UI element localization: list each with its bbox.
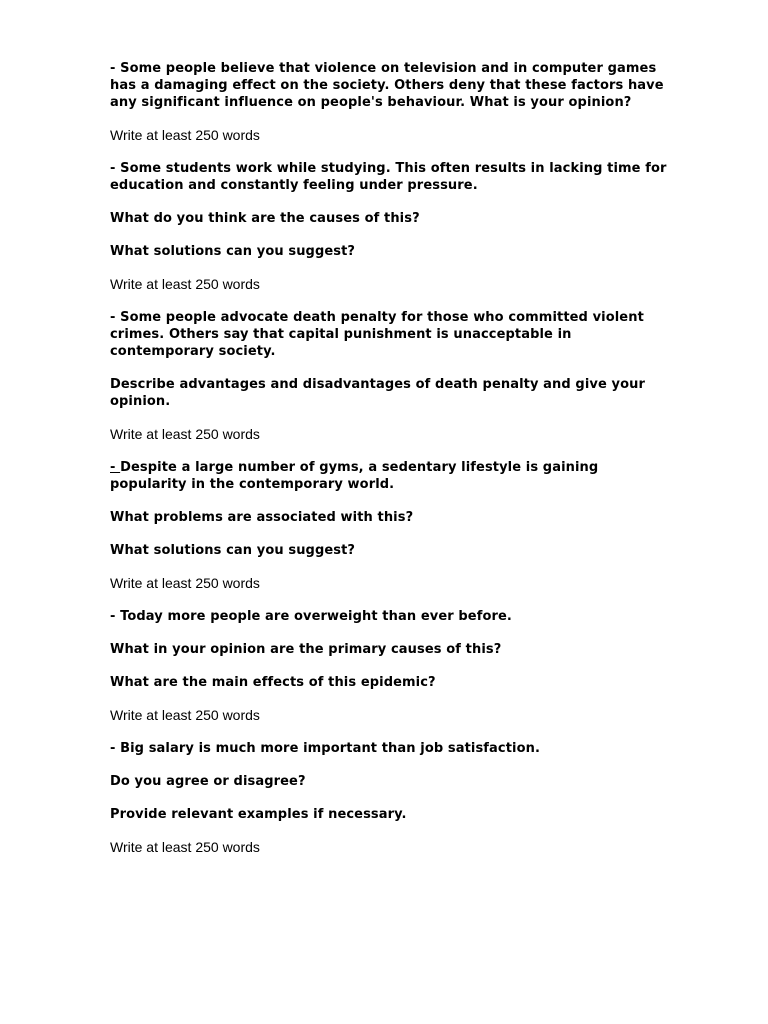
task-6-question-2: Provide relevant examples if necessary. (110, 807, 407, 822)
task-4-instruction: Write at least 250 words (110, 575, 260, 591)
task-4-prompt (110, 459, 670, 493)
task-3-prompt: - Some people advocate death penalty for those who committed violent crimes. Others say that capital punishment is unacceptable in contemporary society. (110, 310, 644, 359)
task-4-dash: - (110, 460, 121, 475)
task-5-instruction: Write at least 250 words (110, 707, 260, 723)
task-2-prompt: - Some students work while studying. This often results in lacking time for education and constantly feeling under pressure. (110, 161, 667, 193)
task-5-question-1: What in your opinion are the primary causes of this? (110, 642, 502, 657)
task-3-instruction: Write at least 250 words (110, 426, 260, 442)
task-6-question-1: Do you agree or disagree? (110, 774, 306, 789)
task-1-prompt: - Some people believe that violence on television and in computer games has a damaging effect on the society. Others deny that these factors have any significant influence on people's behaviour. What is your opinion? (110, 61, 664, 110)
task-1-instruction: Write at least 250 words (110, 127, 260, 143)
document-page (110, 60, 670, 872)
task-2-question-2: What solutions can you suggest? (110, 244, 356, 259)
task-2-question-1: What do you think are the causes of this? (110, 211, 420, 226)
task-4-prompt-text: Despite a large number of gyms, a sedentary lifestyle is gaining popularity in the contemporary world. (110, 460, 599, 492)
task-6-instruction: Write at least 250 words (110, 839, 260, 855)
task-3-question-1: Describe advantages and disadvantages of death penalty and give your opinion. (110, 377, 645, 409)
task-5-prompt: - Today more people are overweight than ever before. (110, 609, 512, 624)
task-6-prompt: - Big salary is much more important than job satisfaction. (110, 741, 541, 756)
task-2-instruction: Write at least 250 words (110, 276, 260, 292)
task-5-question-2: What are the main effects of this epidemic? (110, 675, 436, 690)
task-4-question-1: What problems are associated with this? (110, 510, 414, 525)
task-4-question-2: What solutions can you suggest? (110, 543, 356, 558)
